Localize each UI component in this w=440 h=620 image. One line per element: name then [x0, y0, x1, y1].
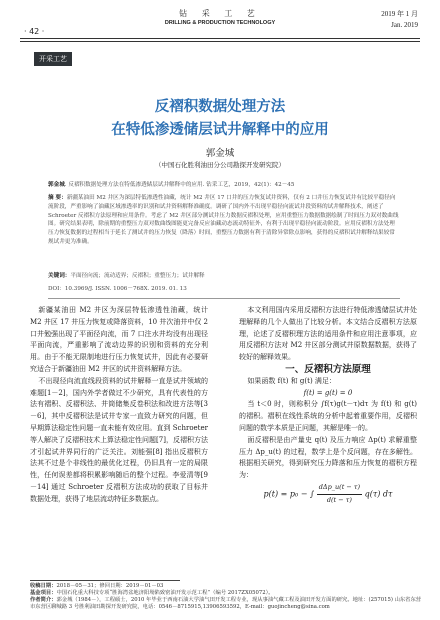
left-column	[30, 305, 208, 506]
header-rule	[20, 38, 420, 39]
citation-label: 郭金城	[48, 182, 65, 188]
footnote-text: 2018－05－31；修回日期：2019－01－03	[56, 583, 164, 589]
section-heading: 一、反褶积方法原理	[285, 363, 371, 375]
footnote-text: 中国石化重大科技专项“胜海湾盆地济阳坳陷致密油开发示范工程”（编号 2017ZX05072）。	[56, 590, 274, 596]
body-paragraph: 本文利用国内采用反褶积方法进行特低渗透储层试井处理解释的几个人做出了比较分析。本文结合反褶积方法原理，论述了反褶积理方法的适用条件和应用注意事项，应用反褶积方法对 M2 井区部分测试井原数据数据，获得了较好的解释效果。	[239, 306, 417, 362]
body-paragraph: 不出现径向流直线段资料的试井解释一直是试井领域的难题[1－2]，国内外学者做过不少研究，具有代表性的方法有褶积、反褶积法、井筒储集反卷积法和改进方法等[3－6]，其中反褶积法是试井专家一直致力研究的问题，但早期算法稳定性问题一直未能有效应用。直到 Schroeter 等人解决了反褶积技术上算法稳定性问题[7]，反褶积方法才引起试井界同行的广泛关注。刘能强[8] 指出反褶积方法其不过是个非线性的最优化过程，仍旧具有一定的局限性，任何误差都将积累影响随后的整个过程。李爱清等[9－14] 通过 Schroeter 反褶积方法成功的获取了目标井数据处理，获得了地层流动特征多数据点。	[30, 376, 208, 503]
page-header	[0, 0, 440, 46]
author-affiliation: （中国石化胜利油田分公司勘探开发研究院）	[155, 161, 285, 169]
abstract-label: 摘 要：	[48, 195, 67, 201]
formula-condition: f(t) = g(t) = 0	[303, 388, 353, 397]
issue-date	[381, 9, 418, 31]
header-rule-thin	[20, 41, 420, 42]
page-number: · 42 ·	[24, 27, 45, 36]
equation-rhs: q(τ) dτ	[364, 489, 393, 499]
abstract-rule	[48, 298, 400, 299]
fraction-denominator: d(t − τ)	[326, 495, 352, 504]
citation	[48, 181, 400, 190]
issue-date-en: Jan. 2019	[391, 21, 418, 29]
footnote-label: 收稿日期：	[30, 583, 57, 589]
right-column	[239, 305, 417, 507]
article-title-line1: 反褶积数据处理方法	[154, 99, 286, 115]
equation-lhs: p(t) = p₀ − ∫	[263, 489, 315, 499]
abstract	[48, 194, 400, 247]
fraction-numerator: dΔp_u(t − τ)	[317, 482, 362, 495]
footnote-author-bio	[30, 597, 422, 612]
keywords-label: 关键词：	[48, 273, 71, 279]
citation-text: . 反褶积数据处理方法在特低渗透储层试井解释中的应用. 钻采工艺，2019，42(1)：42－45	[64, 182, 295, 188]
abstract-text: 新疆某油田 M2 井区为深层特低渗透性油藏，统计 M2 井区 17 口井的压力恢复试井资料，仅有 2 口井压力恢复试井有比较平稳径向流阶段，严重影响了油藏区域渗透率的识别和试井资料解释准确度。调研了国内外不出现平稳径向流试井段资料的试井解释技术，阐述了 Schroeter 反褶积方法原理和应用条件。考虑了 M2 井区部分测试井压力数据反褶积处理，应用重整压力数据数据绘制了时间压力双对数曲线图。研究结果表明，除前期的重整压力双对数曲线图能更完备反应油藏动态流动特征外，有利于出现平稳径向流动阶段。应用反褶积方法处理压力恢复数据的过程相当于延长了测试井的压力恢复（降落）时间，重整压力数据有利于清除异常除点影响，获得的反褶积试井解释结果较常规试井更为准确。	[48, 195, 399, 245]
keywords-text: 平面径向流；流动适界；反褶积；重整压力；试井解释	[70, 273, 205, 279]
doi: DOI：10.3969/J. ISSN. 1006－768X. 2019. 01. 13	[48, 286, 187, 292]
journal-name-cn: 钻 采 工 艺	[179, 9, 261, 18]
journal-name-en: DRILLING & PRODUCTION TECHNOLOGY	[164, 20, 276, 26]
footnote-rule	[30, 580, 180, 581]
body-paragraph: 新疆某油田 M2 井区为深层特低渗透性油藏，统计 M2 井区 17 井压力恢复或降落资料，10 井次油井中仅 2 口井勉强出现了平面径向流，而 7 口注水井均没有出现径平面向流，严重影响了流动边界的识别和资料的充分利用。由于不能无限制地进行压力恢复试井，因此有必要研究适合于新疆油田 M2 井区的试井资料解释方法。	[30, 306, 209, 373]
article-title-line2: 在特低渗透储层试井解释中的应用	[111, 122, 329, 138]
footnote-text: 郭金城（1984－），工程硕士，2010 年毕业于西南石油大学油气田开发工程专业，现从事油气藏工程及油田开发方面的研究。地址：(257015) 山东省东营市东营区聊城路 3 号胜利油田勘探开发研究院，电话：0546－8715915,13906593592，E-mail：guojincheng@sina.com	[30, 597, 422, 611]
body-paragraph: 如果函数 f(t) 和 g(t) 满足：	[247, 376, 336, 385]
equation-fraction	[317, 482, 362, 507]
keywords	[48, 272, 400, 281]
footnote-label: 基金项目：	[30, 590, 57, 596]
convolution-equation	[239, 482, 417, 507]
section-tag: 开采工艺	[34, 52, 72, 66]
body-paragraph: 当 t＜0 时，则称积分 ∫f(τ)g(t－τ)dτ 为 f(t) 和 g(t) 的褶积。褶积在线性系统的分析中起着重要作用，反褶积问题的数学本质是正问题，其解是唯一的。	[239, 400, 417, 432]
footnote-label: 作者简介：	[30, 597, 57, 603]
issue-date-cn: 2019 年 1 月	[381, 10, 418, 18]
body-paragraph: 面反褶积是由产量史 q(t) 及压力响应 Δp(t) 求解重整压力 Δp_u(t) 的过程，数学上是个反问题，存在多解性。根据相关研究，得到研究压力降落和压力恢复的褶积方程为：	[239, 435, 417, 480]
author-name: 郭金城	[205, 148, 235, 159]
